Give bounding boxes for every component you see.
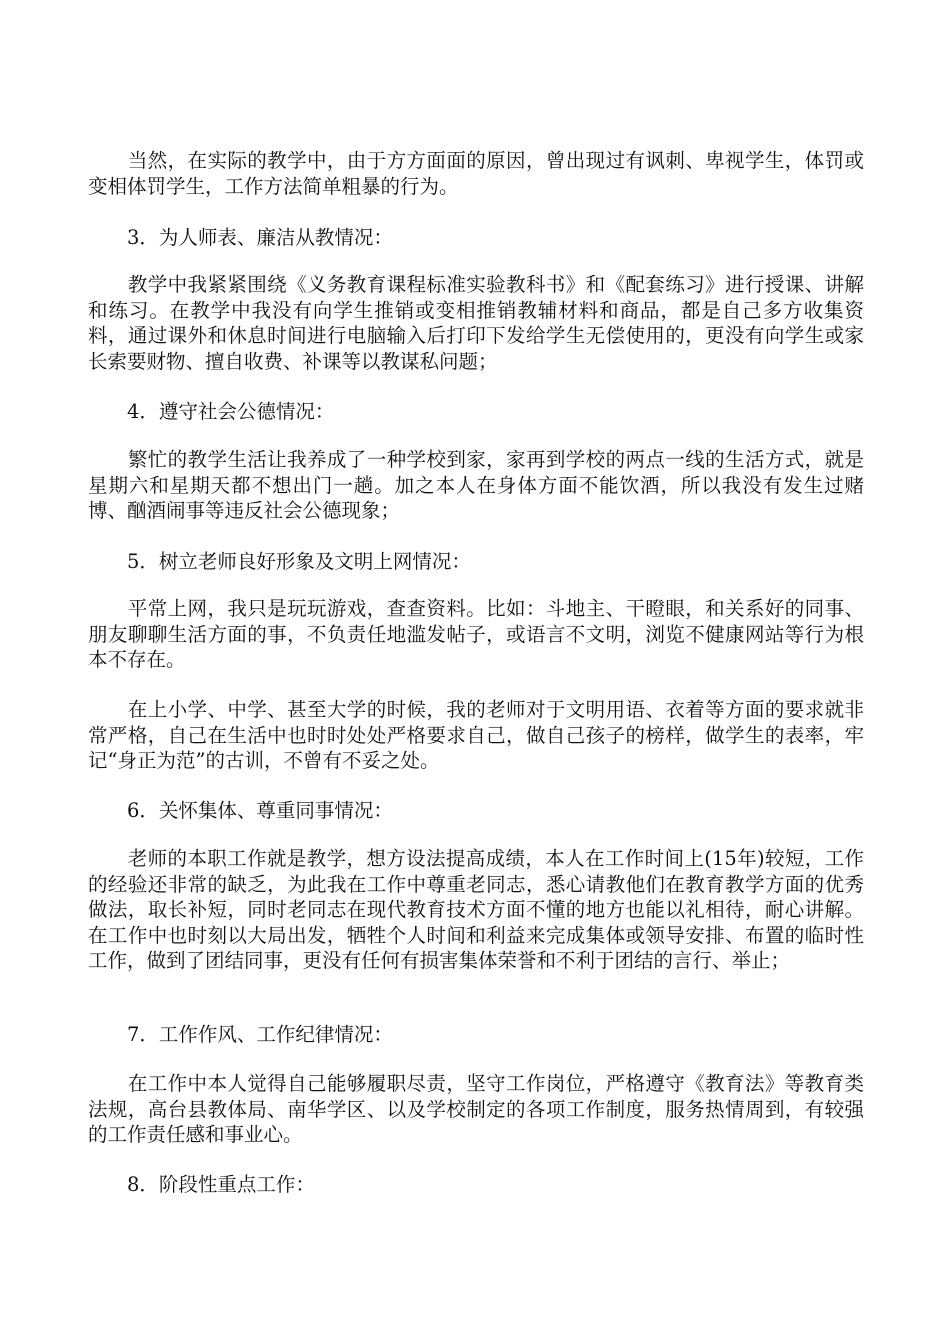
paragraph-role-model: 在上小学、中学、甚至大学的时候，我的老师对于文明用语、衣着等方面的要求就非常严格，自己在生活中也时时处处严格要求自己，做自己孩子的榜样，做学生的表率，牢记“身正为范”的古训，不曾有不妥之处。 — [88, 698, 864, 772]
paragraph-work-discipline: 在工作中本人觉得自己能够履职尽责，坚守工作岗位，严格遵守《教育法》等教育类法规，高台县教体局、南华学区、以及学校制定的各项工作制度，服务热情周到，有较强的工作责任感和事业心。 — [88, 1072, 864, 1146]
paragraph-corporal-punishment: 当然，在实际的教学中，由于方方面面的原因，曾出现过有讽刺、卑视学生，体罚或变相体罚学生，工作方法简单粗暴的行为。 — [88, 149, 864, 198]
section-heading-3: 3．为人师表、廉洁从教情况： — [88, 226, 393, 249]
section-heading-5: 5．树立老师良好形象及文明上网情况： — [88, 550, 471, 573]
section-heading-4: 4．遵守社会公德情况： — [88, 400, 335, 423]
section-heading-6: 6．关怀集体、尊重同事情况： — [88, 799, 393, 822]
paragraph-colleagues: 老师的本职工作就是教学，想方设法提高成绩，本人在工作时间上(15年)较短，工作的经验还非常的缺乏，为此我在工作中尊重老同志，悉心请教他们在教育教学方面的优秀做法，取长补短，同时老同志在现代教育技术方面不懂的地方也能以礼相待，耐心讲解。在工作中也时刻以大局出发，牺牲个人时间和利益来完成集体或领导安排、布置的临时性工作，做到了团结同事，更没有任何有损害集体荣誉和不利于团结的言行、举止； — [88, 847, 864, 972]
paragraph-social-ethics: 繁忙的教学生活让我养成了一种学校到家，家再到学校的两点一线的生活方式，就是星期六和星期天都不想出门一趟。加之本人在身体方面不能饮酒，所以我没有发生过赌博、酗酒闹事等违反社会公德现象； — [88, 448, 864, 522]
paragraph-integrity: 教学中我紧紧围绕《义务教育课程标准实验教科书》和《配套练习》进行授课、讲解和练习。在教学中我没有向学生推销或变相推销教辅材料和商品，都是自己多方收集资料，通过课外和休息时间进行电脑输入后打印下发给学生无偿使用的，更没有向学生或家长索要财物、擅自收费、补课等以教谋私问题； — [88, 273, 864, 373]
section-heading-8: 8．阶段性重点工作： — [88, 1173, 315, 1196]
paragraph-internet-use: 平常上网，我只是玩玩游戏，查查资料。比如：斗地主、干瞪眼，和关系好的同事、朋友聊聊生活方面的事，不负责任地滥发帖子，或语言不文明，浏览不健康网站等行为根本不存在。 — [88, 597, 864, 671]
section-heading-7: 7．工作作风、工作纪律情况： — [88, 1023, 393, 1046]
